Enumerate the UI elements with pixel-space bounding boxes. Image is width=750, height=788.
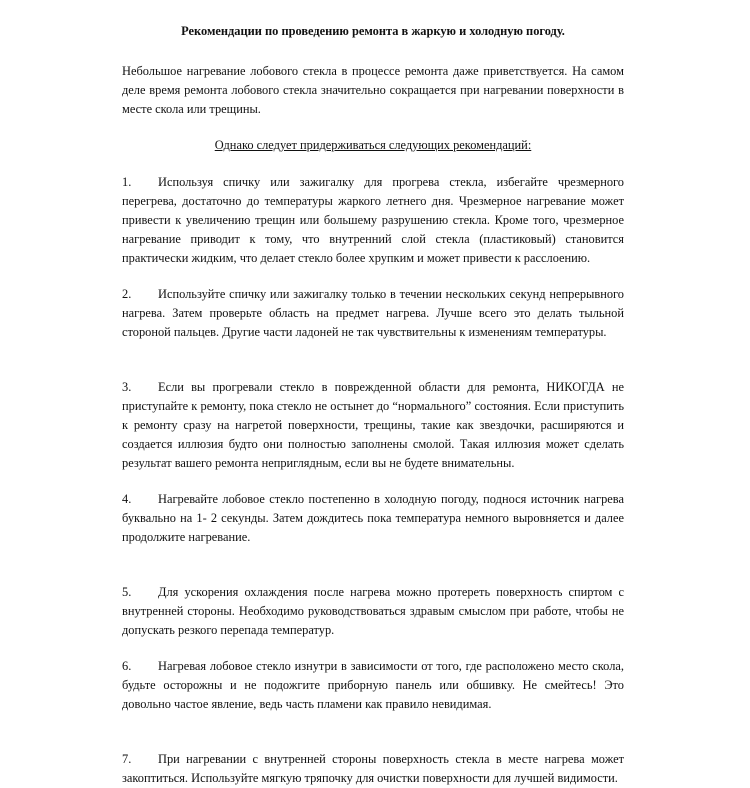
list-item-7 [122, 750, 624, 788]
list-item-4 [122, 490, 624, 547]
list-item-number: 3. [122, 380, 132, 394]
list-item-text: Если вы прогревали стекло в поврежденной области для ремонта, НИКОГДА не приступайте к ремонту, пока стекло не остынет до “нормального” состояния. Если приступить к ремонту сразу на нагретой поверхности, трещины, такие как звездочки, расширяются и создается иллюзия будто они полностью заполнены смолой. Такая иллюзия может сделать результат вашего ремонта неприглядным, если вы не будете внимательны. [122, 380, 624, 470]
list-item-text: Нагревайте лобовое стекло постепенно в холодную погоду, поднося источник нагрева буквально на 1- 2 секунды. Затем дождитесь пока температура немного выровняется и далее продолжите нагревание. [122, 492, 624, 544]
list-item-number: 7. [122, 752, 132, 766]
list-item-1 [122, 173, 624, 268]
document-title: Рекомендации по проведению ремонта в жаркую и холодную погоду. [181, 24, 565, 38]
recommendations-subheading: Однако следует придерживаться следующих рекомендаций: [214, 138, 532, 152]
list-item-2 [122, 285, 624, 342]
list-item-text: Используя спичку или зажигалку для прогрева стекла, избегайте чрезмерного перегрева, достаточно до температуры жаркого летнего дня. Чрезмерное нагревание может привести к увеличению трещин или большему разрушению стекла. Кроме того, чрезмерное нагревание приводит к тому, что внутренний слой стекла (пластиковый) становится практически жидким, что делает стекло более хрупким и может привести к расслоению. [122, 175, 624, 265]
list-item-number: 2. [122, 287, 132, 301]
list-item-6 [122, 657, 624, 714]
list-item-number: 6. [122, 659, 132, 673]
list-item-3 [122, 378, 624, 473]
intro-paragraph: Небольшое нагревание лобового стекла в процессе ремонта даже приветствуется. На самом деле время ремонта лобового стекла значительно сокращается при нагревании поверхности в месте скола или трещины. [122, 64, 624, 116]
list-item-text: Для ускорения охлаждения после нагрева можно протереть поверхность спиртом с внутренней стороны. Необходимо руководствоваться здравым смыслом при работе, чтобы не допускать резкого перепада температур. [122, 585, 624, 637]
list-item-number: 4. [122, 492, 132, 506]
list-item-text: Используйте спичку или зажигалку только в течении нескольких секунд непрерывного нагрева. Затем проверьте область на предмет нагрева. Лучше всего это делать тыльной стороной пальцев. Другие части ладоней не так чувствительны к изменениям температуры. [122, 287, 624, 339]
list-item-5 [122, 583, 624, 640]
list-item-text: При нагревании с внутренней стороны поверхность стекла в месте нагрева может закоптиться. Используйте мягкую тряпочку для очистки поверхности для лучшей видимости. [122, 752, 624, 785]
list-item-number: 1. [122, 175, 132, 189]
list-item-text: Нагревая лобовое стекло изнутри в зависимости от того, где расположено место скола, будьте осторожны и не подожгите приборную панель или обшивку. Не смейтесь! Это довольно частое явление, ведь часть пламени как правило невидимая. [122, 659, 624, 711]
list-item-number: 5. [122, 585, 132, 599]
